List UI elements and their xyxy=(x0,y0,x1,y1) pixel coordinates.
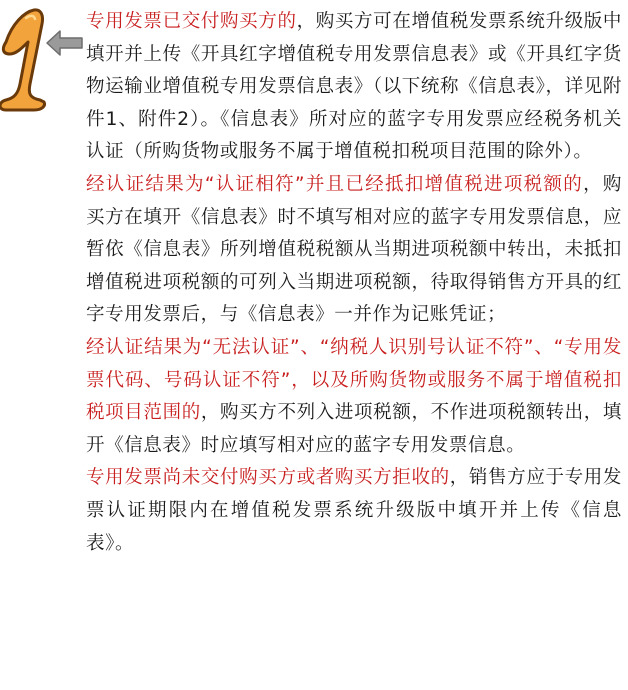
body-text: ，购买方可在增值税发票系统升级版中填开并上传《开具红字增值税专用发票信息表》或《开具红字货物运输业增值税专用发票信息表》（以下统称《信息表》，详见附件1、附件2）。《信息表》所对应的蓝字专用发票应经税务机关认证（所购货物或服务不属于增值税扣税项目范围的除外）。 xyxy=(86,11,622,163)
highlighted-text: 专用发票已交付购买方的 xyxy=(86,11,297,32)
arrow-left-icon xyxy=(47,31,82,55)
paragraph-3 xyxy=(86,332,622,462)
body-text: ，购买方不列入进项税额，不作进项税额转出，填开《信息表》时应填写相对应的蓝字专用发票信息。 xyxy=(86,402,623,456)
body-text: ，购买方在填开《信息表》时不填写相对应的蓝字专用发票信息，应暂依《信息表》所列增值税税额从当期进项税额中转出，未抵扣增值税进项税额的可列入当期进项税额，待取得销售方开具的红字专用发票后，与《信息表》一并作为记账凭证； xyxy=(86,173,622,326)
paragraph-1 xyxy=(86,6,622,169)
body-text: ，销售方应于专用发票认证期限内在增值税发票系统升级版中填开并上传《信息表》。 xyxy=(86,467,623,554)
highlighted-text: 经认证结果为“无法认证”、“纳税人识别号认证不符”、“专用发票代码、号码认证不符”，以及所购货物或服务不属于增值税扣税项目范围的 xyxy=(86,336,622,424)
highlighted-text: 经认证结果为“认证相符”并且已经抵扣增值税进项税额的 xyxy=(86,173,584,195)
highlighted-text: 专用发票尚未交付购买方或者购买方拒收的 xyxy=(86,467,450,489)
paragraph-4 xyxy=(86,462,622,560)
numeral-badge xyxy=(0,2,88,114)
numeral-one-icon xyxy=(0,10,45,110)
text-block xyxy=(86,6,622,560)
paragraph-2 xyxy=(86,169,622,332)
